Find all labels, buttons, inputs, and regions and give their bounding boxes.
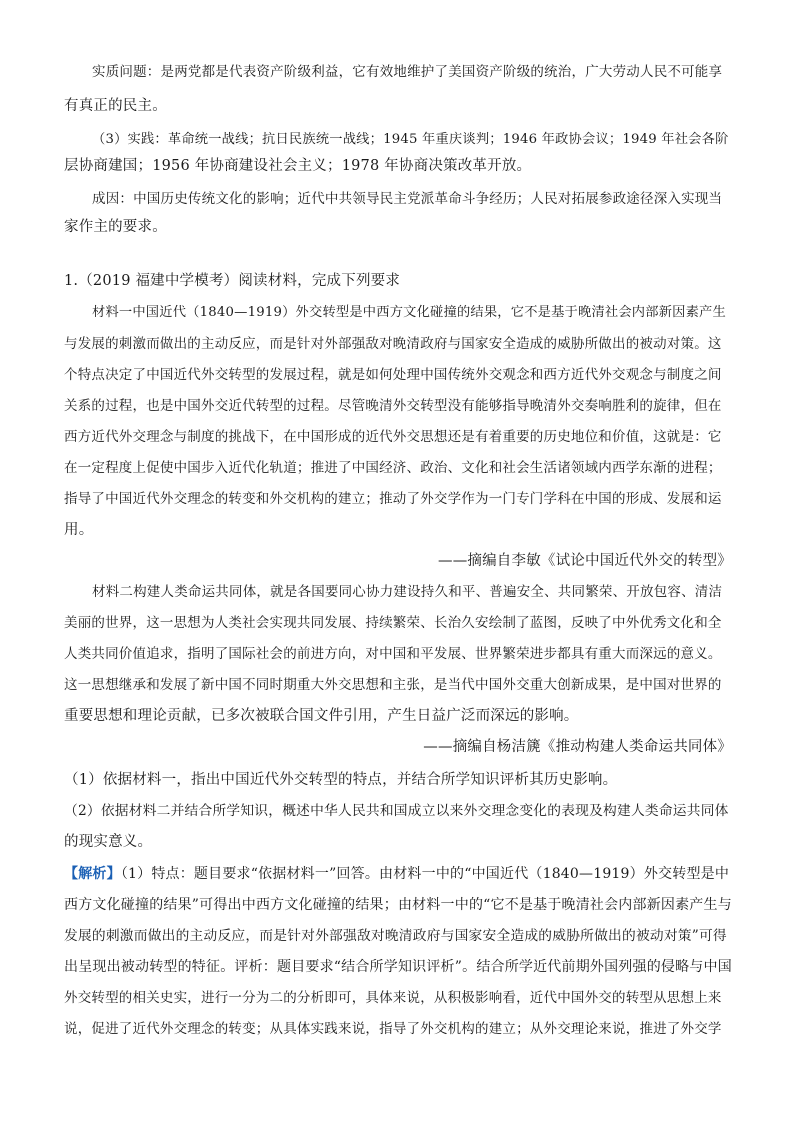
analysis-tag: 【解析】 (64, 866, 121, 882)
material-1-line: 指导了中国近代外交理念的转变和外交机构的建立；推动了外交学作为一门专门学科在中国的形成、发展和运 (64, 491, 722, 507)
material-1-line: 材料一中国近代（1840—1919）外交转型是中西方文化碰撞的结果，它不是基于晚清社会内部新因素产生 (92, 305, 726, 320)
analysis-line: 西方文化碰撞的结果”可得出中西方文化碰撞的结果；由材料一中的“它不是基于晚清社会内部新因素产生与 (64, 897, 732, 913)
intro-line-3: （3）实践：革命统一战线；抗日民族统一战线；1945 年重庆谈判；1946 年政协会议；1949 年社会各阶 (92, 132, 729, 147)
intro-line-2: 有真正的民主。 (64, 98, 167, 114)
intro-line-4: 层协商建国；1956 年协商建设社会主义；1978 年协商决策改革开放。 (64, 158, 532, 174)
analysis-line: 说，促进了近代外交理念的转变；从具体实践来说，指导了外交机构的建立；从外交理论来说，推进了外交学 (64, 1021, 722, 1037)
material-2-line: 重要思想和理论贡献，已多次被联合国文件引用，产生日益广泛而深远的影响。 (64, 708, 579, 724)
analysis-first-line (64, 864, 732, 884)
material-1-line: 个特点决定了中国近代外交转型的发展过程，就是如何处理中国传统外交观念和西方近代外交观念与制度之间 (64, 367, 722, 383)
intro-line-1: 实质问题：是两党都是代表资产阶级利益，它有效地维护了美国资产阶级的统治，广大劳动人民不可能享 (92, 64, 723, 80)
material-1-line: 关系的过程，也是中国外交近代转型的过程。尽管晚清外交转型没有能够指导晚清外交奏响胜利的旋律，但在 (64, 398, 722, 414)
sub-question-2: （2）依据材料二并结合所学知识，概述中华人民共和国成立以来外交理念变化的表现及构建人类命运共同体 (64, 803, 729, 819)
material-2-line: 材料二构建人类命运共同体，就是各国要同心协力建设持久和平、普遍安全、共同繁荣、开放包容、清洁 (92, 584, 723, 600)
analysis-first-text: （1）特点：题目要求“依据材料一”回答。由材料一中的“中国近代（1840—1919）外交转型是中 (120, 866, 730, 882)
material-2-line: 美丽的世界，这一思想为人类社会实现共同发展、持续繁荣、长治久安绘制了蓝图，反映了中外优秀文化和全 (64, 615, 722, 631)
question-header: 1.（2019 福建中学模考）阅读材料，完成下列要求 (64, 273, 401, 289)
material-1-line: 在一定程度上促使中国步入近代化轨道；推进了中国经济、政治、文化和社会生活诸领域内西学东渐的进程； (64, 460, 722, 476)
material-1-line: 西方近代外交理念与制度的挑战下，在中国形成的近代外交思想还是有着重要的历史地位和价值，这就是：它 (64, 429, 722, 445)
material-2-line: 人类共同价值追求，指明了国际社会的前进方向，对中国和平发展、世界繁荣进步都具有重大而深远的意义。 (64, 646, 722, 662)
analysis-line: 出呈现出被动转型的特征。评析：题目要求“结合所学知识评析”。结合所学近代前期外国列强的侵略与中国 (64, 959, 732, 975)
sub-question-1: （1）依据材料一，指出中国近代外交转型的特点，并结合所学知识评析其历史影响。 (64, 772, 618, 788)
analysis-line: 外交转型的相关史实，进行一分为二的分析即可，具体来说，从积极影响看，近代中国外交的转型从思想上来 (64, 990, 722, 1006)
material-1-source: ——摘编自李敏《试论中国近代外交的转型》 (438, 553, 732, 569)
material-2-source: ——摘编自杨洁篪《推动构建人类命运共同体》 (423, 739, 732, 755)
sub-question-2-cont: 的现实意义。 (64, 834, 153, 850)
material-1-line: 用。 (64, 522, 94, 538)
intro-line-5: 成因：中国历史传统文化的影响；近代中共领导民主党派革命斗争经历；人民对拓展参政途径深入实现当 (92, 191, 723, 207)
intro-line-6: 家作主的要求。 (64, 219, 167, 235)
material-2-line: 这一思想继承和发展了新中国不同时期重大外交思想和主张，是当代中国外交重大创新成果，是中国对世界的 (64, 677, 722, 693)
material-1-line: 与发展的刺激而做出的主动反应，而是针对外部强敌对晚清政府与国家安全造成的威胁所做出的被动对策。这 (64, 336, 722, 352)
analysis-line: 发展的刺激而做出的主动反应，而是针对外部强敌对晚清政府与国家安全造成的威胁所做出的被动对策”可得 (64, 928, 727, 944)
